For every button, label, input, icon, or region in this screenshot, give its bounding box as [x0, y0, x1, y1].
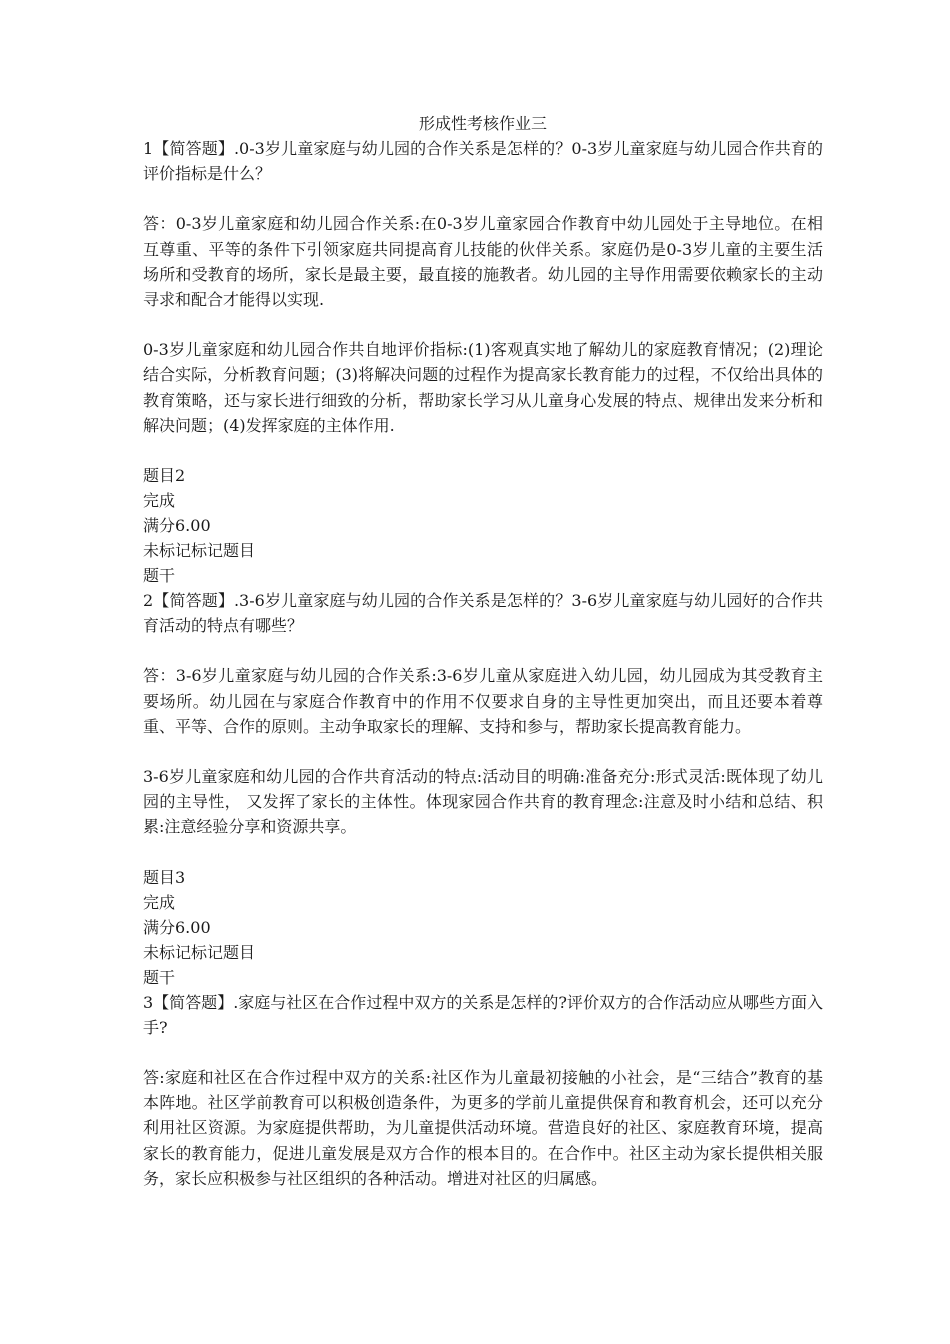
q3-score: 满分6.00: [143, 917, 211, 937]
q2-flag: 未标记标记题目: [143, 541, 256, 561]
spacer: [143, 438, 823, 463]
q1-question: 1【简答题】.0-3岁儿童家庭与幼儿园的合作关系是怎样的？0-3岁儿童家庭与幼儿园合作共育的评价指标是什么？: [143, 139, 823, 184]
q2-label: 题目2: [143, 466, 186, 486]
q3-flag: 未标记标记题目: [143, 942, 256, 962]
q3-label: 题目3: [143, 867, 186, 887]
q2-stem: 题干: [143, 566, 176, 586]
q3-question: 3【简答题】.家庭与社区在合作过程中双方的关系是怎样的?评价双方的合作活动应从哪些方面入手?: [143, 992, 823, 1037]
spacer: [143, 638, 823, 663]
q1-answer-indicators: 0-3岁儿童家庭和幼儿园合作共自地评价指标:(1)客观真实地了解幼儿的家庭教育情况；(2)理论结合实际，分析教育问题；(3)将解决问题的过程作为提高家长教育能力的过程，不仅给出具体的教育策略，还与家长进行细致的分析，帮助家长学习从儿童身心发展的特点、规律出发来分析和解决问题；(4)发挥家庭的主体作用.: [143, 340, 823, 435]
spacer: [143, 1040, 823, 1065]
q2-answer-features: 3-6岁儿童家庭和幼儿园的合作共育活动的特点:活动目的明确:准备充分:形式灵活:既体现了幼儿园的主导性， 又发挥了家长的主体性。体现家园合作共育的教育理念:注意及时小结和总结、积累:注意经验分享和资源共享。: [143, 767, 823, 837]
q3-status: 完成: [143, 892, 176, 912]
document-title: 形成性考核作业三: [418, 114, 547, 133]
q2-question: 2【简答题】.3-6岁儿童家庭与幼儿园的合作关系是怎样的？3-6岁儿童家庭与幼儿园好的合作共育活动的特点有哪些？: [143, 591, 823, 636]
spacer: [143, 840, 823, 865]
q3-answer-relationship: 答:家庭和社区在合作过程中双方的关系:社区作为儿童最初接触的小社会，是“三结合”教育的基本阵地。社区学前教育可以积极创造条件，为更多的学前儿童提供保育和教育机会，还可以充分利用社区资源。为家庭提供帮助，为儿童提供活动环境。营造良好的社区、家庭教育环境，提高家长的教育能力，促进儿童发展是双方合作的根本目的。在合作中。社区主动为家长提供相关服务，家长应积极参与社区组织的各种活动。增进对社区的归属感。: [143, 1068, 823, 1188]
spacer: [143, 312, 823, 337]
q1-answer-relationship: 答：0-3岁儿童家庭和幼儿园合作关系:在0-3岁儿童家园合作教育中幼儿园处于主导地位。在相互尊重、平等的条件下引领家庭共同提高育儿技能的伙伴关系。家庭仍是0-3岁儿童的主要生活场所和受教育的场所，家长是最主要，最直接的施教者。幼儿园的主导作用需要依赖家长的主动寻求和配合才能得以实现.: [143, 214, 823, 310]
q3-stem: 题干: [143, 967, 176, 987]
spacer: [143, 186, 823, 211]
q2-status: 完成: [143, 491, 176, 511]
spacer: [143, 739, 823, 764]
q2-score: 满分6.00: [143, 516, 211, 536]
document-page: [143, 112, 823, 1191]
q2-answer-relationship: 答：3-6岁儿童家庭与幼儿园的合作关系:3-6岁儿童从家庭进入幼儿园，幼儿园成为其受教育主要场所。幼儿园在与家庭合作教育中的作用不仅要求自身的主导性更加突出，而且还要本着尊重、平等、合作的原则。主动争取家长的理解、支持和参与，帮助家长提高教育能力。: [143, 666, 823, 736]
